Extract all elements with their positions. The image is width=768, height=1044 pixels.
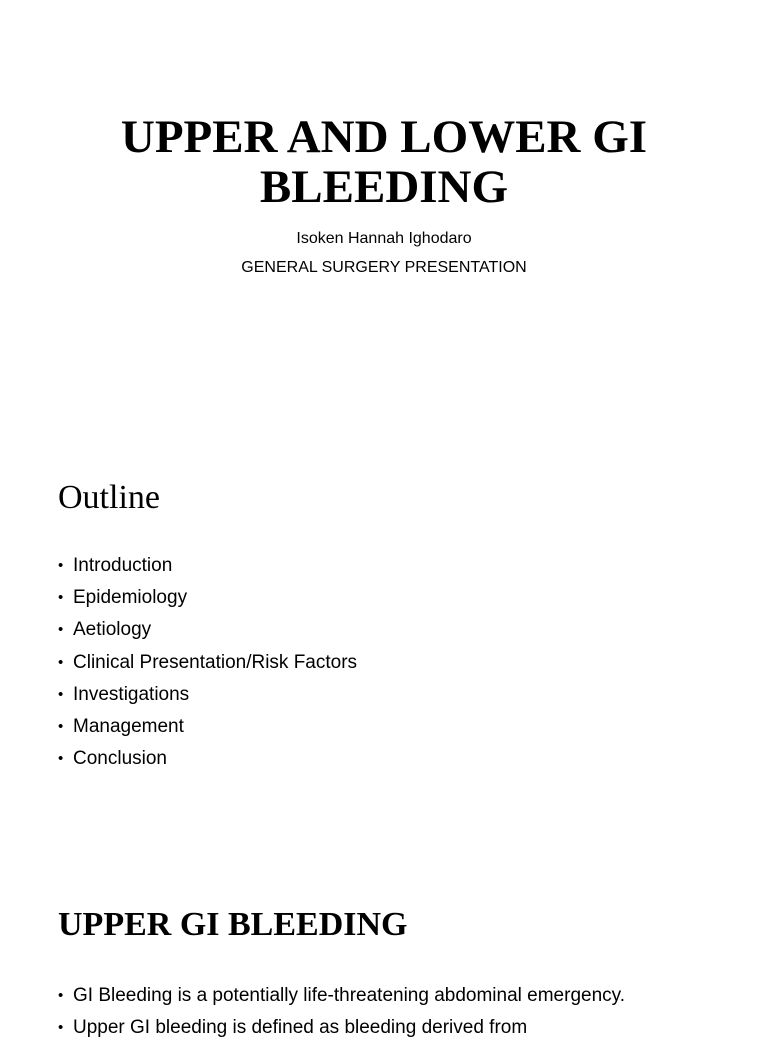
list-item-text: Upper GI bleeding is defined as bleeding derived from <box>73 1017 528 1039</box>
bullet-icon: • <box>58 653 64 671</box>
list-item <box>58 1012 625 1044</box>
list-item <box>58 614 357 646</box>
bullet-icon: • <box>58 685 64 703</box>
title-line-2: BLEEDING <box>259 161 509 213</box>
outline-slide <box>0 432 768 864</box>
title-line-1: UPPER AND LOWER GI <box>120 111 648 163</box>
list-item-text: Conclusion <box>73 748 167 770</box>
title-slide <box>0 0 768 432</box>
list-item-text: Clinical Presentation/Risk Factors <box>73 651 358 673</box>
list-item <box>58 980 625 1012</box>
bullet-icon: • <box>58 717 64 735</box>
list-item <box>58 550 357 582</box>
list-item-text: Aetiology <box>73 619 152 641</box>
bullet-icon: • <box>58 589 64 607</box>
upper-gi-slide <box>0 864 768 1039</box>
bullet-icon: • <box>58 987 64 1004</box>
presentation-subtitle: GENERAL SURGERY PRESENTATION <box>241 259 527 276</box>
upper-gi-list <box>58 980 625 1044</box>
list-item-text: Introduction <box>73 555 173 576</box>
list-item-text: Management <box>73 715 184 737</box>
list-item-text: Investigations <box>73 683 190 705</box>
section-title: UPPER GI BLEEDING <box>58 906 408 943</box>
list-item-text: Epidemiology <box>73 587 188 609</box>
outline-title: Outline <box>58 479 160 516</box>
list-item <box>58 711 357 743</box>
outline-list <box>58 550 357 775</box>
author-name: Isoken Hannah Ighodaro <box>296 230 472 247</box>
list-item <box>58 647 357 679</box>
list-item <box>58 679 357 711</box>
bullet-icon: • <box>58 1019 64 1037</box>
presentation-title <box>0 112 768 212</box>
list-item <box>58 743 357 775</box>
bullet-icon: • <box>58 621 64 639</box>
bullet-icon: • <box>58 750 64 768</box>
bullet-icon: • <box>58 557 64 574</box>
list-item <box>58 582 357 614</box>
list-item-text: GI Bleeding is a potentially life-threatening abdominal emergency. <box>73 985 626 1006</box>
